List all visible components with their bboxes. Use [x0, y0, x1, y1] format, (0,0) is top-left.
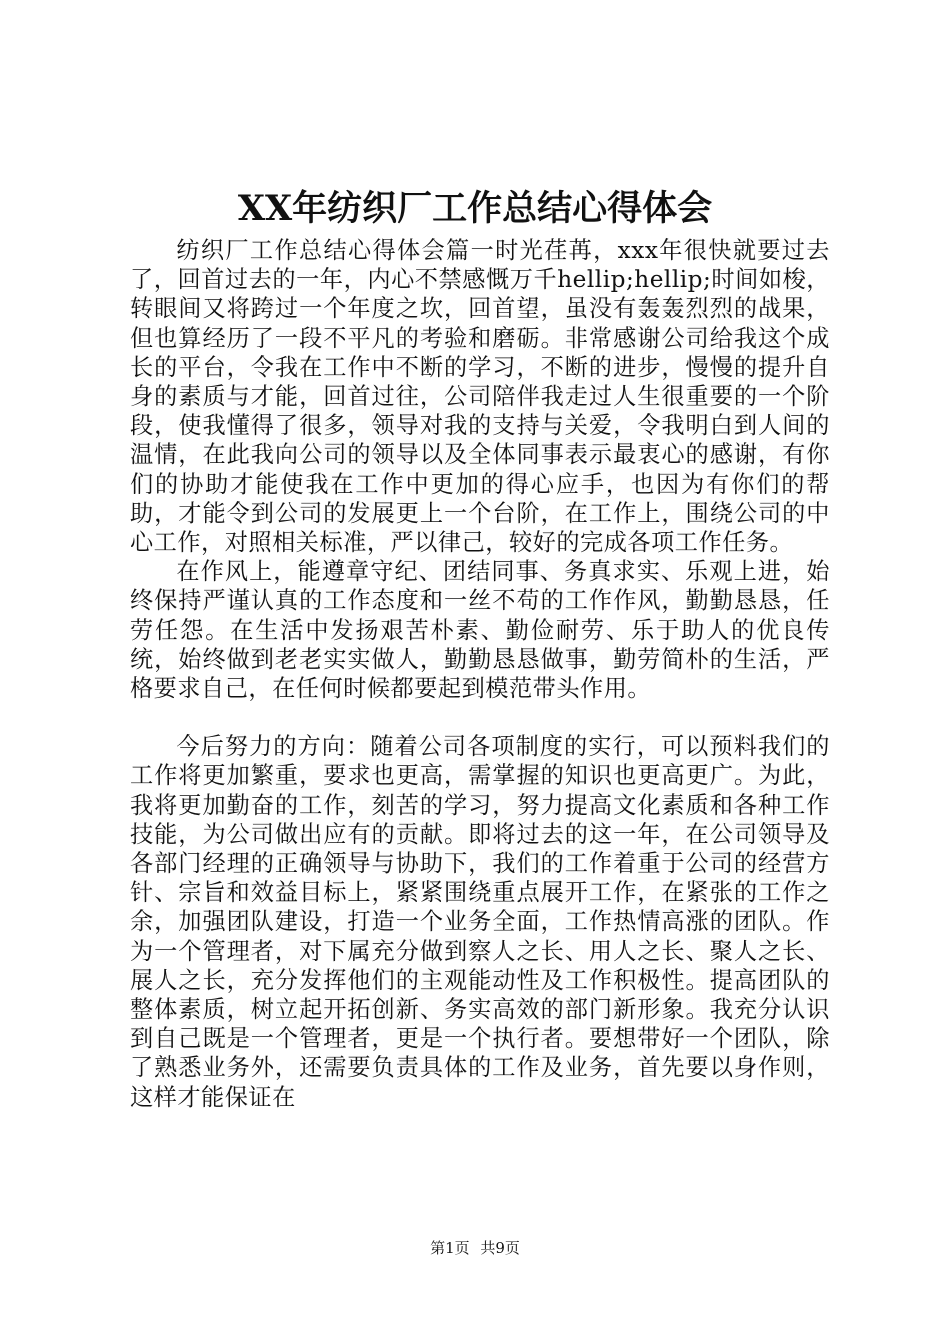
document-body: [130, 236, 830, 1112]
document-title: XX年纺织厂工作总结心得体会: [237, 188, 713, 229]
paragraph-2: 在作风上，能遵章守纪、团结同事、务真求实、乐观上进，始终保持严谨认真的工作态度和一丝不苟的工作作风，勤勤恳恳，任劳任怨。在生活中发扬艰苦朴素、勤俭耐劳、乐于助人的优良传统，始终做到老老实实做人，勤勤恳恳做事，勤劳简朴的生活，严格要求自己，在任何时候都要起到模范带头作用。: [130, 558, 830, 703]
paragraph-1: 纺织厂工作总结心得体会篇一时光荏苒，xxx年很快就要过去了，回首过去的一年，内心不禁感慨万千hellip;hellip;时间如梭，转眼间又将跨过一个年度之坎，回首望，虽没有轰轰烈烈的战果，但也算经历了一段不平凡的考验和磨砺。非常感谢公司给我这个成长的平台，令我在工作中不断的学习，不断的进步，慢慢的提升自身的素质与才能，回首过往，公司陪伴我走过人生很重要的一个阶段，使我懂得了很多，领导对我的支持与关爱，令我明白到人间的温情，在此我向公司的领导以及全体同事表示最衷心的感谢，有你们的协助才能使我在工作中更加的得心应手，也因为有你们的帮助，才能令到公司的发展更上一个台阶，在工作上，围绕公司的中心工作，对照相关标准，严以律己，较好的完成各项工作任务。: [130, 237, 830, 557]
page-footer: [0, 1238, 950, 1258]
page-number-total: 共9页: [480, 1239, 520, 1257]
paragraph-3: 今后努力的方向：随着公司各项制度的实行，可以预料我们的工作将更加繁重，要求也更高，需掌握的知识也更高更广。为此，我将更加勤奋的工作，刻苦的学习，努力提高文化素质和各种工作技能，为公司做出应有的贡献。即将过去的这一年，在公司领导及各部门经理的正确领导与协助下，我们的工作着重于公司的经营方针、宗旨和效益目标上，紧紧围绕重点展开工作，在紧张的工作之余，加强团队建设，打造一个业务全面，工作热情高涨的团队。作为一个管理者，对下属充分做到察人之长、用人之长、聚人之长、展人之长，充分发挥他们的主观能动性及工作积极性。提高团队的整体素质，树立起开拓创新、务实高效的部门新形象。我充分认识到自己既是一个管理者，更是一个执行者。要想带好一个团队，除了熟悉业务外，还需要负责具体的工作及业务，首先要以身作则，这样才能保证在: [130, 733, 830, 1111]
page-number-current: 第1页: [430, 1239, 470, 1257]
